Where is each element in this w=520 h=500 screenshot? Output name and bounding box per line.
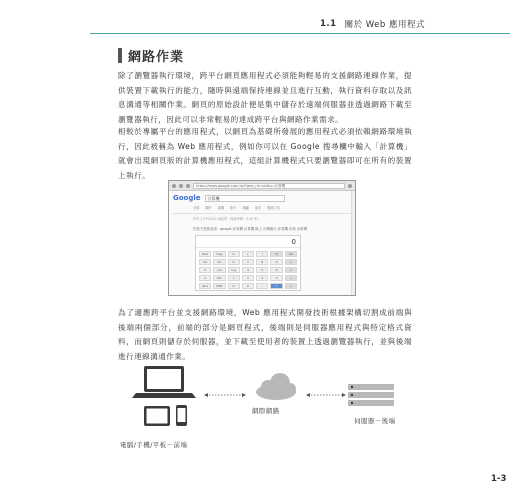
google-logo: Google (173, 194, 201, 202)
menu-icon (348, 184, 352, 188)
page-number: 1-3 (491, 474, 507, 484)
phone-icon (176, 405, 187, 426)
calculator-key: xʸ (228, 283, 240, 289)
google-search-row (169, 191, 355, 202)
calculator-key: − (285, 275, 297, 281)
calculator-key: tan (213, 275, 225, 281)
result-tab: 新聞 (217, 206, 225, 210)
calculator-display: 0 (196, 236, 300, 248)
section-marker (118, 48, 122, 63)
address-bar: https://www.google.com.tw/?gws_rd=ssl#q=計算機 (193, 183, 345, 189)
calculator-key: + (285, 283, 297, 289)
result-tab: 全部 (193, 206, 200, 210)
forward-icon (179, 184, 183, 188)
network-label: 網際網路 (252, 407, 280, 415)
calculator-key: sin (213, 259, 225, 265)
calculator-key: ÷ (285, 259, 297, 265)
cloud-icon (256, 373, 296, 400)
calculator-key: x! (228, 251, 240, 257)
calculator-keypad (196, 248, 300, 292)
chapter-title: 關於 Web 應用程式 (344, 20, 425, 30)
calculator-key: ln (228, 259, 240, 265)
result-stats: 約有 2,370,000 項結果（搜尋時間：0.45 秒） (193, 217, 261, 221)
result-tab: 更多 (254, 206, 262, 210)
back-icon (172, 184, 176, 188)
paragraph-1: 除了瀏覽器執行環境，跨平台網頁應用程式必須能夠輕易的支援網路連線作業，提供裝置下載執行的能力，隨時與遠端保持連線並且進行互動，執行資料存取以及訊息溝通等相關作業。網頁的原始設計便是集中儲存於遠端伺服器並透過網路下載至瀏覽器執行，因此可以非常輕易的達成跨平台與網路作業需求。 (118, 71, 412, 124)
result-tab: 地圖 (242, 206, 249, 210)
search-suggestion: 你是不是要查詢：google 計算機 計算機 線上 台灣銀行 計算機 房貸 計算機 (193, 227, 307, 231)
calculator-key: 5 (256, 267, 268, 273)
calculator-key: √ (228, 275, 240, 281)
paragraph-3: 為了適應跨平台並支援網路環境，Web 應用程式開發技術根據架構切割成前端與後端兩個部分，前端的部分是網頁程式，後端則是伺服器應用程式與特定格式資料，而網頁則儲存於伺服器，並下載至使用者的裝置上透過瀏覽器執行，並與後端進行連線溝通作業。 (118, 308, 412, 361)
google-result-tabs (169, 202, 355, 210)
client-label: 電腦/手機/平板－前端 (120, 441, 188, 449)
calculator-key: cos (213, 267, 225, 273)
calculator-key: ( (242, 251, 254, 257)
architecture-diagram (118, 360, 418, 460)
browser-toolbar (169, 181, 355, 191)
calculator-key: × (285, 267, 297, 273)
calculator-key: 6 (270, 267, 282, 273)
calculator-key: % (270, 251, 282, 257)
calculator-key: π (199, 267, 211, 273)
calculator-widget (195, 235, 301, 291)
server-icon (348, 384, 394, 406)
calculator-key: Inv (199, 259, 211, 265)
result-tab: 圖片 (205, 206, 212, 210)
calculator-key: AC (285, 251, 297, 257)
running-header (320, 14, 510, 34)
calculator-key: 3 (270, 275, 282, 281)
calculator-key: 2 (256, 275, 268, 281)
chapter-number: 1.1 (320, 19, 337, 29)
calculator-key: log (228, 267, 240, 273)
calculator-key: e (199, 275, 211, 281)
calculator-key: 7 (242, 259, 254, 265)
section-heading (118, 44, 184, 66)
header-rule (90, 33, 510, 34)
result-tab: 影片 (230, 206, 237, 210)
calculator-key: . (256, 283, 268, 289)
google-calculator-screenshot (168, 180, 356, 296)
reload-icon (186, 184, 190, 188)
google-search-input: 計算機 (205, 195, 285, 202)
calculator-key: 9 (270, 259, 282, 265)
calculator-key: Ans (199, 283, 211, 289)
scrollbar (351, 191, 355, 295)
result-tab: 搜尋工具 (267, 206, 280, 210)
calculator-key: EXP (213, 283, 225, 289)
client-network-arrow (204, 393, 246, 397)
server-label: 伺服器－後端 (354, 417, 396, 425)
calculator-key: Rad (199, 251, 211, 257)
calculator-key: = (270, 283, 282, 289)
tablet-icon (144, 406, 170, 426)
network-server-arrow (306, 393, 346, 397)
laptop-icon (132, 366, 196, 398)
calculator-key: 0 (242, 283, 254, 289)
section-title: 網路作業 (128, 49, 185, 65)
calculator-key: ) (256, 251, 268, 257)
calculator-key: 8 (256, 259, 268, 265)
calculator-key: 4 (242, 267, 254, 273)
calculator-key: Deg (213, 251, 225, 257)
calculator-key: 1 (242, 275, 254, 281)
paragraph-2: 相較於專屬平台的應用程式，以網頁為基礎所發展的應用程式必須依賴網路環境執行，因此被稱為 Web 應用程式，例如你可以在 Google 搜尋欄中輸入「計算機」就會出現網頁版的計算機應用程式，這組計算機程式只要瀏覽器即可在所有的裝置上執行。 (118, 127, 412, 180)
